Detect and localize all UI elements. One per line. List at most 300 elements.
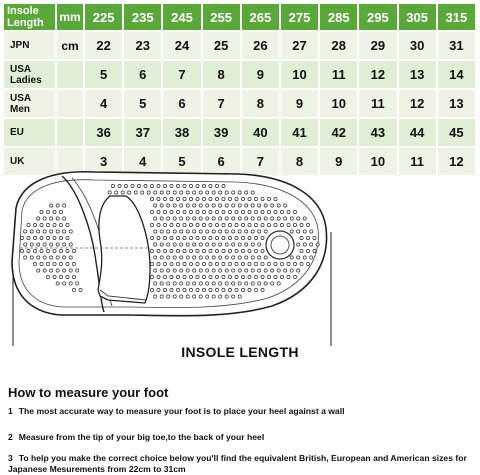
massage-dot <box>186 282 189 285</box>
massage-dot <box>193 243 196 246</box>
massage-dot <box>173 256 176 259</box>
massage-dot <box>46 223 49 226</box>
massage-dot <box>248 249 251 252</box>
massage-dot <box>293 262 296 265</box>
massage-dot <box>215 197 218 200</box>
header-size-cell: 275 <box>280 3 319 31</box>
massage-dot <box>222 184 225 187</box>
massage-dot <box>258 204 261 207</box>
massage-dot <box>196 275 199 278</box>
massage-dot <box>202 210 205 213</box>
massage-dot <box>241 262 244 265</box>
massage-dot <box>264 217 267 220</box>
massage-dot <box>150 223 153 226</box>
massage-dot <box>193 282 196 285</box>
row-label: USA Men <box>3 89 56 118</box>
size-cell: 5 <box>162 147 201 176</box>
massage-dot <box>267 262 270 265</box>
massage-dot <box>219 295 222 298</box>
massage-dot <box>251 243 254 246</box>
size-cell: 10 <box>358 147 397 176</box>
header-size-cell: 285 <box>319 3 358 31</box>
massage-dot <box>215 262 218 265</box>
massage-dot <box>196 236 199 239</box>
massage-dot <box>170 236 173 239</box>
size-cell: 36 <box>84 118 123 147</box>
massage-dot <box>212 191 215 194</box>
massage-dot <box>24 230 27 233</box>
size-cell: 44 <box>398 118 437 147</box>
massage-dot <box>33 262 36 265</box>
massage-dot <box>254 262 257 265</box>
massage-dot <box>274 275 277 278</box>
massage-dot <box>63 217 66 220</box>
massage-dot <box>170 223 173 226</box>
massage-dot <box>264 230 267 233</box>
massage-dot <box>111 184 114 187</box>
massage-dot <box>170 197 173 200</box>
massage-dot <box>53 210 56 213</box>
massage-dot <box>128 191 131 194</box>
massage-dot <box>163 223 166 226</box>
massage-dot <box>183 210 186 213</box>
massage-dot <box>267 275 270 278</box>
massage-dot <box>251 230 254 233</box>
massage-dot <box>280 275 283 278</box>
size-cell: 40 <box>241 118 280 147</box>
massage-dot <box>232 217 235 220</box>
massage-dot <box>59 236 62 239</box>
massage-dot <box>235 197 238 200</box>
massage-dot <box>300 249 303 252</box>
massage-dot <box>206 217 209 220</box>
massage-dot <box>66 249 69 252</box>
massage-dot <box>176 236 179 239</box>
massage-dot <box>193 230 196 233</box>
massage-dot <box>167 256 170 259</box>
size-cell: 6 <box>123 60 162 89</box>
massage-dot <box>206 191 209 194</box>
massage-dot <box>238 204 241 207</box>
massage-dot <box>56 230 59 233</box>
massage-dot <box>254 275 257 278</box>
massage-dot <box>232 295 235 298</box>
massage-dot <box>69 282 72 285</box>
size-cell: 7 <box>241 147 280 176</box>
massage-dot <box>306 236 309 239</box>
massage-dot <box>56 269 59 272</box>
massage-dot <box>121 191 124 194</box>
step-number: 1 <box>8 406 13 416</box>
massage-dot <box>206 204 209 207</box>
massage-dot <box>56 282 59 285</box>
massage-dot <box>209 236 212 239</box>
massage-dot <box>225 256 228 259</box>
massage-dot <box>30 230 33 233</box>
massage-dot <box>150 236 153 239</box>
massage-dot <box>248 288 251 291</box>
size-cell: 38 <box>162 118 201 147</box>
massage-dot <box>232 269 235 272</box>
massage-dot <box>167 282 170 285</box>
massage-dot <box>241 249 244 252</box>
massage-dot <box>209 210 212 213</box>
massage-dot <box>228 197 231 200</box>
massage-dot <box>219 282 222 285</box>
massage-dot <box>53 275 56 278</box>
massage-dot <box>173 217 176 220</box>
massage-dot <box>258 282 261 285</box>
massage-dot <box>40 223 43 226</box>
massage-dot <box>261 236 264 239</box>
massage-dot <box>176 249 179 252</box>
massage-dot <box>176 210 179 213</box>
size-chart-table <box>2 2 477 177</box>
massage-dot <box>251 282 254 285</box>
massage-dot <box>63 243 66 246</box>
massage-dot <box>251 191 254 194</box>
massage-dot <box>290 256 293 259</box>
massage-dot <box>167 217 170 220</box>
massage-dot <box>173 243 176 246</box>
massage-dot <box>251 256 254 259</box>
massage-dot <box>261 275 264 278</box>
massage-dot <box>154 243 157 246</box>
massage-dot <box>33 249 36 252</box>
massage-dot <box>43 256 46 259</box>
massage-dot <box>173 191 176 194</box>
step-text: To help you make the correct choice below you'll find the equivalent British, European and American sizes for Japanese Mesurements from 22cm to 31cm <box>8 453 467 474</box>
massage-dot <box>271 269 274 272</box>
massage-dot <box>59 223 62 226</box>
instruction-step <box>8 406 476 417</box>
massage-dot <box>212 230 215 233</box>
size-cell: 30 <box>398 31 437 60</box>
massage-dot <box>66 223 69 226</box>
massage-dot <box>196 184 199 187</box>
massage-dot <box>193 217 196 220</box>
massage-dot <box>50 230 53 233</box>
massage-dot <box>170 262 173 265</box>
massage-dot <box>293 275 296 278</box>
size-cell: 4 <box>84 89 123 118</box>
massage-dot <box>235 275 238 278</box>
massage-dot <box>163 249 166 252</box>
massage-dot <box>235 249 238 252</box>
massage-dot <box>193 269 196 272</box>
massage-dot <box>274 197 277 200</box>
massage-dot <box>238 230 241 233</box>
massage-dot <box>202 197 205 200</box>
massage-dot <box>248 275 251 278</box>
massage-dot <box>46 275 49 278</box>
massage-dot <box>33 223 36 226</box>
massage-dot <box>254 249 257 252</box>
massage-dot <box>232 256 235 259</box>
massage-dot <box>186 256 189 259</box>
heel-ring-inner <box>271 236 289 254</box>
massage-dot <box>248 197 251 200</box>
massage-dot <box>261 223 264 226</box>
massage-dot <box>72 288 75 291</box>
massage-dot <box>160 217 163 220</box>
massage-dot <box>170 184 173 187</box>
massage-dot <box>241 210 244 213</box>
massage-dot <box>160 230 163 233</box>
massage-dot <box>199 295 202 298</box>
size-cell: 31 <box>437 31 476 60</box>
massage-dot <box>212 204 215 207</box>
massage-dot <box>202 275 205 278</box>
massage-dot <box>215 184 218 187</box>
massage-dot <box>310 243 313 246</box>
massage-dot <box>267 223 270 226</box>
massage-dot <box>202 288 205 291</box>
massage-dot <box>219 217 222 220</box>
massage-dot <box>254 288 257 291</box>
massage-dot <box>193 295 196 298</box>
massage-dot <box>199 282 202 285</box>
massage-dot <box>274 262 277 265</box>
massage-dot <box>154 217 157 220</box>
header-insole-length: Insole Length <box>3 3 56 31</box>
massage-dot <box>189 262 192 265</box>
massage-dot <box>264 282 267 285</box>
massage-dot <box>46 236 49 239</box>
massage-dot <box>72 275 75 278</box>
massage-dot <box>238 191 241 194</box>
massage-dot <box>189 210 192 213</box>
row-unit <box>56 118 84 147</box>
massage-dot <box>245 243 248 246</box>
massage-dot <box>254 197 257 200</box>
massage-dot <box>219 230 222 233</box>
massage-dot <box>300 236 303 239</box>
massage-dot <box>300 223 303 226</box>
massage-dot <box>160 243 163 246</box>
massage-dot <box>251 217 254 220</box>
massage-dot <box>238 256 241 259</box>
massage-dot <box>50 256 53 259</box>
massage-dot <box>225 282 228 285</box>
massage-dot <box>245 269 248 272</box>
massage-dot <box>170 210 173 213</box>
massage-dot <box>183 236 186 239</box>
massage-dot <box>212 217 215 220</box>
massage-dot <box>209 262 212 265</box>
massage-dot <box>183 184 186 187</box>
size-cell: 39 <box>202 118 241 147</box>
massage-dot <box>225 204 228 207</box>
massage-dot <box>219 269 222 272</box>
massage-dot <box>303 217 306 220</box>
massage-dot <box>154 256 157 259</box>
massage-dot <box>284 217 287 220</box>
massage-dot <box>163 197 166 200</box>
massage-dot <box>157 262 160 265</box>
massage-dot <box>303 243 306 246</box>
massage-dot <box>293 210 296 213</box>
step-number: 2 <box>8 432 13 442</box>
massage-dot <box>50 217 53 220</box>
massage-dot <box>53 249 56 252</box>
size-cell: 42 <box>319 118 358 147</box>
massage-dot <box>53 236 56 239</box>
size-cell: 22 <box>84 31 123 60</box>
massage-dot <box>167 243 170 246</box>
size-cell: 6 <box>162 89 201 118</box>
massage-dot <box>287 223 290 226</box>
massage-dot <box>157 236 160 239</box>
size-cell: 14 <box>437 60 476 89</box>
massage-dot <box>53 223 56 226</box>
massage-dot <box>154 204 157 207</box>
header-size-cell: 305 <box>398 3 437 31</box>
massage-dot <box>258 243 261 246</box>
massage-dot <box>290 269 293 272</box>
massage-dot <box>225 295 228 298</box>
header-size-cell: 295 <box>358 3 397 31</box>
massage-dot <box>238 269 241 272</box>
massage-dot <box>209 275 212 278</box>
massage-dot <box>225 217 228 220</box>
massage-dot <box>238 282 241 285</box>
massage-dot <box>124 184 127 187</box>
massage-dot <box>176 275 179 278</box>
massage-dot <box>297 217 300 220</box>
massage-dot <box>150 249 153 252</box>
massage-dot <box>241 288 244 291</box>
massage-dot <box>24 243 27 246</box>
massage-dot <box>254 223 257 226</box>
massage-dot <box>206 269 209 272</box>
massage-dot <box>150 275 153 278</box>
massage-dot <box>193 204 196 207</box>
massage-dot <box>180 243 183 246</box>
massage-dot <box>267 197 270 200</box>
massage-dot <box>180 204 183 207</box>
massage-dot <box>189 249 192 252</box>
massage-dot <box>310 230 313 233</box>
massage-dot <box>40 262 43 265</box>
massage-dot <box>33 236 36 239</box>
massage-dot <box>228 223 231 226</box>
massage-dot <box>300 262 303 265</box>
massage-dot <box>209 223 212 226</box>
size-cell: 23 <box>123 31 162 60</box>
massage-dot <box>134 191 137 194</box>
massage-dot <box>59 210 62 213</box>
massage-dot <box>150 288 153 291</box>
massage-dot <box>196 262 199 265</box>
size-cell: 12 <box>358 60 397 89</box>
massage-dot <box>235 236 238 239</box>
massage-dot <box>170 249 173 252</box>
massage-dot <box>258 217 261 220</box>
massage-dot <box>310 256 313 259</box>
size-cell: 28 <box>319 31 358 60</box>
massage-dot <box>206 282 209 285</box>
header-size-cell: 245 <box>162 3 201 31</box>
massage-dot <box>193 256 196 259</box>
massage-dot <box>206 295 209 298</box>
massage-dot <box>63 282 66 285</box>
massage-dot <box>66 236 69 239</box>
massage-dot <box>186 204 189 207</box>
massage-dot <box>306 223 309 226</box>
size-cell: 43 <box>358 118 397 147</box>
massage-dot <box>225 230 228 233</box>
massage-dot <box>228 210 231 213</box>
massage-dot <box>160 191 163 194</box>
massage-dot <box>245 217 248 220</box>
massage-dot <box>157 249 160 252</box>
massage-dot <box>193 191 196 194</box>
massage-dot <box>287 210 290 213</box>
massage-dot <box>176 184 179 187</box>
massage-dot <box>160 269 163 272</box>
massage-dot <box>206 243 209 246</box>
massage-dot <box>59 262 62 265</box>
size-cell: 8 <box>280 147 319 176</box>
massage-dot <box>316 243 319 246</box>
massage-dot <box>157 210 160 213</box>
massage-dot <box>306 262 309 265</box>
massage-dot <box>222 249 225 252</box>
massage-dot <box>199 230 202 233</box>
massage-dot <box>215 223 218 226</box>
massage-dot <box>196 223 199 226</box>
massage-dot <box>163 184 166 187</box>
size-cell: 8 <box>241 89 280 118</box>
massage-dot <box>176 262 179 265</box>
massage-dot <box>215 275 218 278</box>
massage-dot <box>290 230 293 233</box>
massage-dot <box>186 217 189 220</box>
massage-dot <box>50 269 53 272</box>
massage-dot <box>313 249 316 252</box>
massage-dot <box>196 288 199 291</box>
massage-dot <box>69 230 72 233</box>
massage-dot <box>186 295 189 298</box>
massage-dot <box>53 262 56 265</box>
massage-dot <box>274 223 277 226</box>
size-cell: 45 <box>437 118 476 147</box>
massage-dot <box>183 262 186 265</box>
massage-dot <box>37 256 40 259</box>
massage-dot <box>186 269 189 272</box>
massage-dot <box>108 191 111 194</box>
massage-dot <box>235 223 238 226</box>
massage-dot <box>167 230 170 233</box>
massage-dot <box>248 210 251 213</box>
massage-dot <box>189 275 192 278</box>
massage-dot <box>69 256 72 259</box>
massage-dot <box>261 197 264 200</box>
massage-dot <box>280 210 283 213</box>
massage-dot <box>280 262 283 265</box>
massage-dot <box>232 230 235 233</box>
massage-dot <box>157 184 160 187</box>
step-number: 3 <box>8 453 13 463</box>
massage-dot <box>271 204 274 207</box>
massage-dot <box>199 217 202 220</box>
size-row <box>3 118 476 147</box>
header-unit: mm <box>56 3 84 31</box>
header-size-cell: 265 <box>241 3 280 31</box>
massage-dot <box>219 243 222 246</box>
massage-dot <box>209 184 212 187</box>
